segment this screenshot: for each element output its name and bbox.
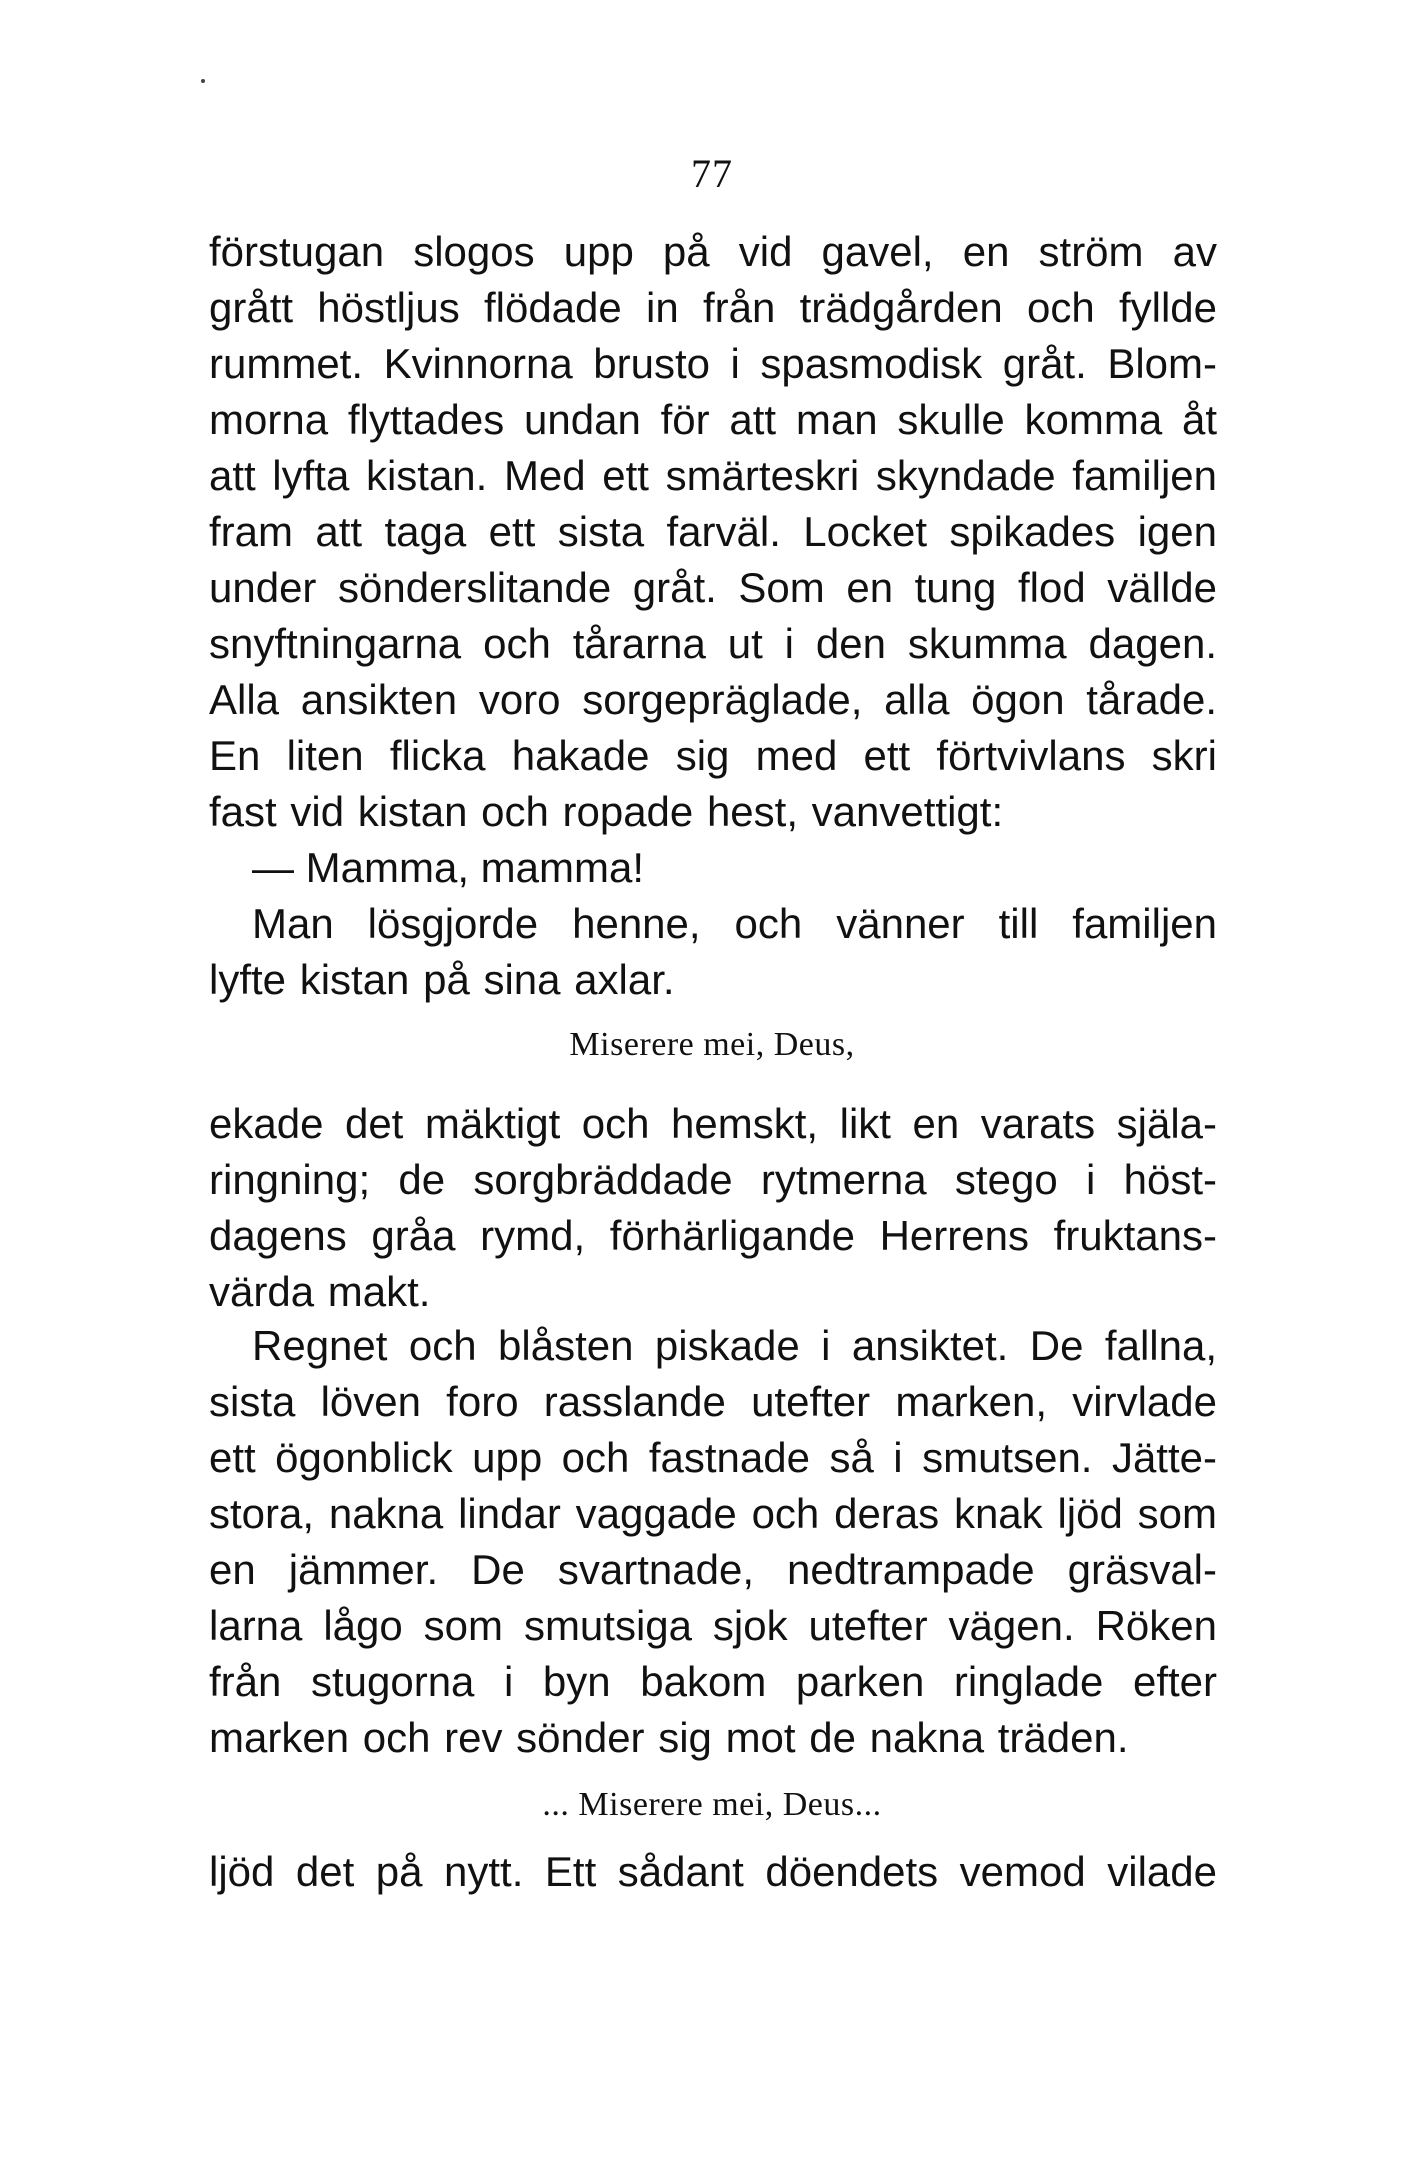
text-line: morna flyttades undan för att man skulle komma åt: [209, 396, 1217, 443]
text-line: från stugorna i byn bakom parken ringlade efter: [209, 1658, 1217, 1705]
text-line: grått höstljus flödade in från trädgården och fyllde: [209, 284, 1217, 331]
text-line: ekade det mäktigt och hemskt, likt en varats själa-: [209, 1100, 1217, 1147]
text-line: fram att taga ett sista farväl. Locket spikades igen: [209, 508, 1217, 555]
text-line: marken och rev sönder sig mot de nakna träden.: [209, 1714, 1129, 1761]
text-line: lyfte kistan på sina axlar.: [209, 956, 675, 1003]
text-line: värda makt.: [209, 1268, 431, 1315]
text-line: ett ögonblick upp och fastnade så i smutsen. Jätte-: [209, 1434, 1217, 1481]
text-line: dagens gråa rymd, förhärligande Herrens fruktans-: [209, 1212, 1217, 1259]
text-line: rummet. Kvinnorna brusto i spasmodisk gråt. Blom-: [209, 340, 1217, 387]
page-number: 77: [691, 151, 733, 196]
text-line: Alla ansikten voro sorgepräglade, alla ögon tårade.: [209, 676, 1217, 723]
text-line: under sönderslitande gråt. Som en tung flod vällde: [209, 564, 1217, 611]
dialogue-line: — Mamma, mamma!: [252, 844, 645, 891]
print-speck: [201, 79, 205, 83]
text-line: en jämmer. De svartnade, nedtrampade gräsval-: [209, 1546, 1217, 1593]
text-line: ljöd det på nytt. Ett sådant döendets vemod vilade: [209, 1848, 1217, 1895]
text-line: stora, nakna lindar vaggade och deras knak ljöd som: [209, 1490, 1217, 1537]
text-line: Regnet och blåsten piskade i ansiktet. De fallna,: [252, 1322, 1217, 1369]
text-line: fast vid kistan och ropade hest, vanvettigt:: [209, 788, 1004, 835]
text-line: larna lågo som smutsiga sjok utefter vägen. Röken: [209, 1602, 1217, 1649]
latin-quote: ... Miserere mei, Deus...: [542, 1786, 882, 1823]
text-line: En liten flicka hakade sig med ett förtvivlans skri: [209, 732, 1217, 779]
text-line: att lyfta kistan. Med ett smärteskri skyndade familjen: [209, 452, 1217, 499]
text-line: snyftningarna och tårarna ut i den skumma dagen.: [209, 620, 1217, 667]
latin-quote: Miserere mei, Deus,: [569, 1026, 855, 1063]
text-line: ringning; de sorgbräddade rytmerna stego i höst-: [209, 1156, 1217, 1203]
text-line: sista löven foro rasslande utefter marken, virvlade: [209, 1378, 1217, 1425]
text-line: förstugan slogos upp på vid gavel, en ström av: [209, 228, 1217, 275]
text-line: Man lösgjorde henne, och vänner till familjen: [252, 900, 1217, 947]
